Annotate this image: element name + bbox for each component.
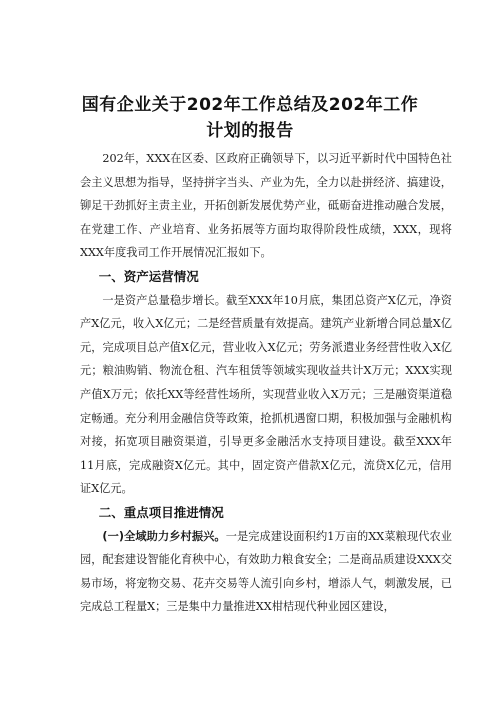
document-title-line-2: 计划的报告: [206, 121, 294, 141]
intro-paragraph: 202年，XXX在区委、区政府正确领导下，以习近平新时代中国特色社会主义思想为指导，坚持拼字当头、产业为先，全力以赴拼经济、搞建设，铆足干劲抓好主责主业，开拓创新发展优势产业，砥砺奋进推动融合发展，在党建工作、产业培育、业务拓展等方面均取得阶段性成绩，XXX，现将XXX年度我司工作开展情况汇报如下。: [80, 152, 452, 260]
rural-revitalization-text: 一是完成建设面积约1万亩的XX菜粮现代农业园，配套建设智能化育秧中心，有效助力粮食安全；二是商品质建设XXX交易市场，将宠物交易、花卉交易等人流引向乡村，增添人气，刺激发展，已完成总工程量X；三是集中力量推进XX柑桔现代种业园区建设，: [80, 529, 452, 614]
section-heading-asset-operations: 一、资产运营情况: [98, 268, 199, 284]
rural-revitalization-subheading: (一)全域助力乡村振兴。: [102, 529, 226, 543]
section-heading-key-projects: 二、重点项目推进情况: [98, 504, 224, 520]
document-title-line-1: 国有企业关于202年工作总结及202年工作: [81, 95, 419, 115]
asset-operations-paragraph: 一是资产总量稳步增长。截至XXX年10月底，集团总资产X亿元，净资产X亿元，收入X亿元；二是经营质量有效提高。建筑产业新增合同总量X亿元，完成项目总产值X亿元，营业收入X亿元；劳务派遣业务经营性收入X亿元；粮油购销、物流仓租、汽车租赁等领域实现收益共计X万元；XXX实现产值X万元；依托XX等经营性场所，实现营业收入X万元；三是融资渠道稳定畅通。充分利用金融信贷等政策，抢抓机遇窗口期，积极加强与金融机构对接，拓宽项目融资渠道，引导更多金融活水支持项目建设。截至XXX年11月底，完成融资X亿元。其中，固定资产借款X亿元，流贷X亿元，信用证X亿元。: [80, 293, 452, 496]
document-body: [80, 147, 452, 619]
rural-revitalization-paragraph: [80, 525, 452, 619]
